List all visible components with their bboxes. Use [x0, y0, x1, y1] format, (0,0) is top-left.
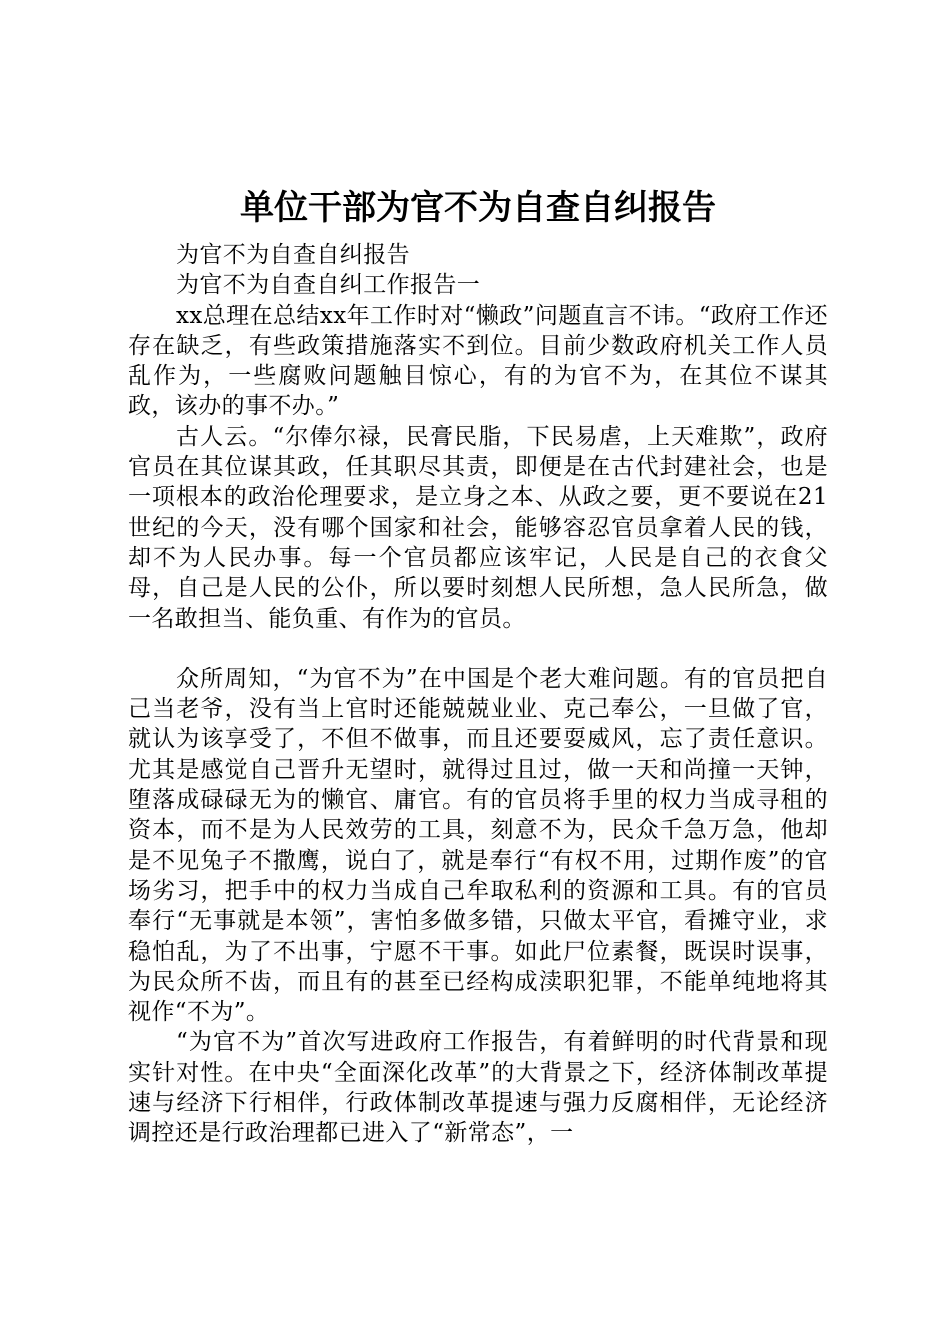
document-page [128, 0, 828, 1149]
section-title: 为官不为自查自纠工作报告一 [176, 272, 481, 299]
body-paragraph: “为官不为”首次写进政府工作报告，有着鲜明的时代背景和现实针对性。在中央“全面深化改革”的大背景之下，经济体制改革提速与经济下行相伴，行政体制改革提速与强力反腐相伴，无论经济调控还是行政治理都已进入了“新常态”，一 [128, 1029, 828, 1147]
body-paragraph: 古人云。“尔俸尔禄，民膏民脂，下民易虐，上天难欺”，政府官员在其位谋其政，任其职尽其责，即便是在古代封建社会，也是一项根本的政治伦理要求，是立身之本、从政之要，更不要说在21世纪的今天，没有哪个国家和社会，能够容忍官员拿着人民的钱，却不为人民办事。每一个官员都应该牢记，人民是自己的衣食父母，自己是人民的公仆，所以要时刻想人民所想，急人民所急，做一名敢担当、能负重、有作为的官员。 [128, 423, 828, 632]
document-subtitle: 为官不为自查自纠报告 [176, 242, 410, 268]
body-paragraph: 众所周知，“为官不为”在中国是个老大难问题。有的官员把自己当老爷，没有当上官时还能兢兢业业、克己奉公，一旦做了官，就认为该享受了，不但不做事，而且还要耍威风，忘了责任意识。尤其是感觉自己晋升无望时，就得过且过，做一天和尚撞一天钟，堕落成碌碌无为的懒官、庸官。有的官员将手里的权力当成寻租的资本，而不是为人民效劳的工具，刻意不为，民众千急万急，他却是不见兔子不撒鹰，说白了，就是奉行“有权不用，过期作废”的官场劣习，把手中的权力当成自己牟取私利的资源和工具。有的官员奉行“无事就是本领”，害怕多做多错，只做太平官，看摊守业，求稳怕乱，为了不出事，宁愿不干事。如此尸位素餐，既误时误事，为民众所不齿，而且有的甚至已经构成渎职犯罪，不能单纯地将其视作“不为”。 [128, 665, 828, 1026]
document-title: 单位干部为官不为自查自纠报告 [240, 188, 716, 228]
body-paragraph: xx总理在总结xx年工作时对“懒政”问题直言不讳。“政府工作还存在缺乏，有些政策措施落实不到位。目前少数政府机关工作人员乱作为，一些腐败问题触目惊心，有的为官不为，在其位不谋其政，该办的事不办。” [128, 302, 828, 420]
